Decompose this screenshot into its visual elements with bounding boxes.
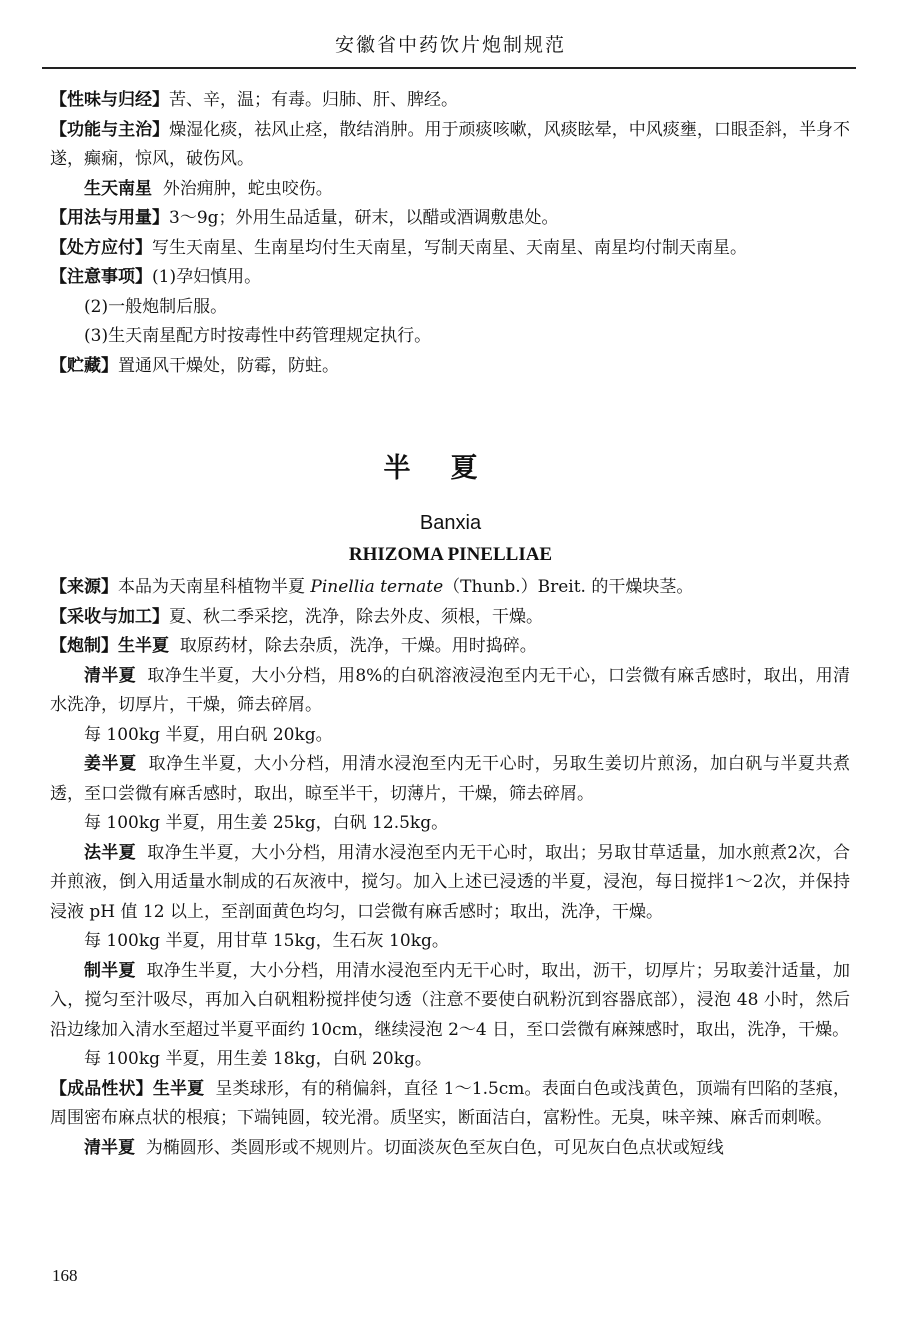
text-jiang: 取净生半夏，大小分档，用清水浸泡至内无干心时，另取生姜切片煎汤，加白矾与半夏共煮透，至口尝微有麻舌感时，取出，晾至半干，切薄片，干燥，筛去碎屑。: [50, 754, 851, 804]
page-number: 168: [52, 1266, 78, 1285]
label-qing-char: 清半夏: [84, 1137, 135, 1158]
text-characteristics: 呈类球形，有的稍偏斜，直径 1～1.5cm。表面白色或浅黄色，顶端有凹陷的茎痕，周围密布麻点状的根痕；下端钝圆，较光滑。质坚实，断面洁白，富粉性。无臭，味辛辣、麻舌而刺喉。: [50, 1078, 851, 1128]
text-species: Pinellia ternate: [310, 577, 444, 597]
paragraph-flavor: [50, 86, 850, 116]
bottom-section: [50, 573, 850, 1163]
label-char-raw: 生半夏: [152, 1078, 205, 1099]
label-caution: 【注意事项】: [50, 267, 152, 287]
text-raw: 外治痈肿，蛇虫咬伤。: [162, 178, 333, 199]
text-zhi: 取净生半夏，大小分档，用清水浸泡至内无干心时，取出，沥干，切厚片；另取姜汁适量，加入，搅匀至汁吸尽，再加入白矾粗粉搅拌使匀透（注意不要使白矾粉沉到容器底部），浸泡 48 小时，然后沿边缘加入清水至超过半夏平面约 10cm，继续浸泡 2～4 日，至口尝微有麻辣感时，取出，洗净，干燥。: [50, 960, 851, 1040]
paragraph-zhi-dose: 每 100kg 半夏，用生姜 18kg，白矾 20kg。: [84, 1049, 432, 1069]
paragraph-caution-2: (2)一般炮制后服。: [84, 296, 228, 317]
paragraph-qing: [50, 662, 850, 721]
paragraph-qing-dose: 每 100kg 半夏，用白矾 20kg。: [84, 724, 333, 745]
top-section: [50, 86, 850, 381]
label-storage: 【贮藏】: [50, 355, 118, 376]
text-qing: 取净生半夏，大小分档，用8%的白矾溶液浸泡至内无干心，口尝微有麻舌感时，取出，用清水洗净，切厚片，干燥，筛去碎屑。: [50, 665, 851, 715]
text-processing: 取原药材，除去杂质，洗净，干燥。用时捣碎。: [179, 636, 537, 656]
paragraph-harvest: [50, 603, 850, 633]
paragraph-fa-dose: 每 100kg 半夏，用甘草 15kg，生石灰 10kg。: [84, 931, 449, 951]
label-characteristics: 【成品性状】: [50, 1078, 153, 1099]
text-source-b: （Thunb.）Breit. 的干燥块茎。: [443, 577, 694, 597]
label-qing: 清半夏: [84, 665, 136, 686]
monograph-title-latin: RHIZOMA PINELLIAE: [348, 544, 553, 565]
paragraph-jiang-dose: 每 100kg 半夏，用生姜 25kg，白矾 12.5kg。: [84, 813, 449, 833]
label-source: 【来源】: [50, 577, 118, 597]
paragraph-raw-use: [50, 175, 850, 205]
paragraph-jiang: [50, 750, 850, 809]
text-prescription: 写生天南星、生南星均付生天南星，写制天南星、天南星、南星均付制天南星。: [152, 237, 747, 258]
label-processing: 【炮制】: [50, 636, 118, 656]
text-qing-char: 为椭圆形、类圆形或不规则片。切面淡灰色至灰白色，可见灰白色点状或短线: [145, 1137, 724, 1158]
paragraph-function: [50, 116, 850, 175]
text-source-a: 本品为天南星科植物半夏: [118, 577, 305, 597]
monograph-title-pinyin: Banxia: [419, 512, 482, 534]
label-flavor: 【性味与归经】: [50, 90, 169, 110]
text-flavor: 苦、辛，温；有毒。归肺、肝、脾经。: [169, 90, 458, 110]
paragraph-source: [50, 573, 850, 603]
label-jiang: 姜半夏: [84, 754, 137, 774]
paragraph-processing: [50, 632, 850, 662]
paragraph-storage: [50, 352, 850, 382]
text-storage: 置通风干燥处，防霉，防蛀。: [118, 355, 339, 376]
label-prescription: 【处方应付】: [50, 237, 152, 258]
label-fa: 法半夏: [84, 842, 136, 863]
text-harvest: 夏、秋二季采挖，洗净，除去外皮、须根，干燥。: [169, 606, 543, 627]
monograph-title-chinese: 半夏: [383, 453, 518, 484]
label-raw-pinellia: 生半夏: [118, 636, 169, 656]
header-rule: [42, 67, 856, 69]
label-zhi: 制半夏: [84, 960, 136, 981]
text-dosage: 3～9g；外用生品适量，研末，以醋或酒调敷患处。: [169, 208, 559, 228]
label-raw: 生天南星: [84, 178, 152, 199]
paragraph-zhi: [50, 957, 850, 1046]
paragraph-qing-char: [50, 1134, 850, 1164]
paragraph-caution: [50, 263, 850, 293]
paragraph-prescription: [50, 234, 850, 264]
paragraph-fa: [50, 839, 850, 928]
paragraph-caution-3: (3)生天南星配方时按毒性中药管理规定执行。: [84, 326, 432, 346]
text-caution-1: (1)孕妇慎用。: [152, 267, 262, 287]
paragraph-characteristics: [50, 1075, 850, 1134]
text-fa: 取净生半夏，大小分档，用清水浸泡至内无干心时，取出；另取甘草适量，加水煎煮2次，合并煎液，倒入用适量水制成的石灰液中，搅匀。加入上述已浸透的半夏，浸泡，每日搅拌1～2次，并保持浸液 pH 值 12 以上，至剖面黄色均匀，口尝微有麻舌感时；取出，洗净，干燥。: [50, 842, 850, 922]
running-header: 安徽省中药饮片炮制规范: [334, 34, 566, 56]
label-harvest: 【采收与加工】: [50, 606, 169, 627]
label-dosage: 【用法与用量】: [50, 208, 169, 228]
label-function: 【功能与主治】: [50, 119, 170, 140]
text-function: 燥湿化痰，祛风止痉，散结消肿。用于顽痰咳嗽，风痰眩晕，中风痰壅，口眼歪斜，半身不遂，癫痫，惊风，破伤风。: [50, 119, 851, 169]
paragraph-dosage: [50, 204, 850, 234]
